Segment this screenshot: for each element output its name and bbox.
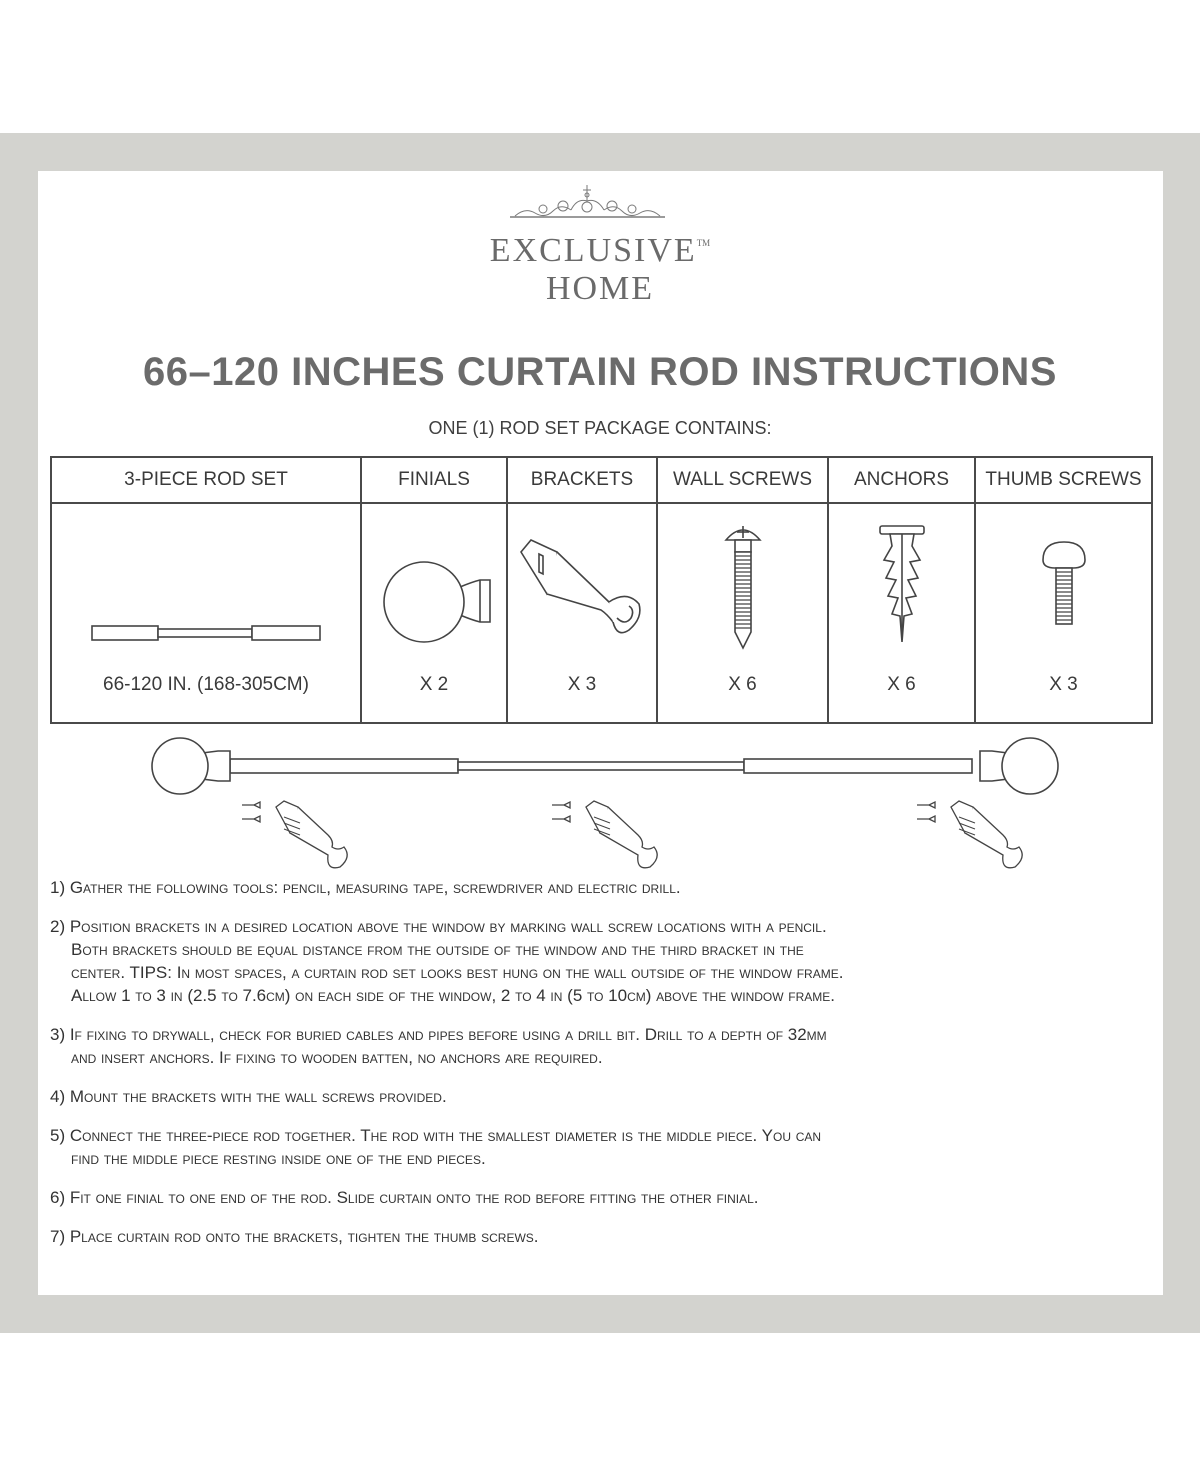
finial-left: [152, 738, 208, 794]
parts-header-cell: ANCHORS: [828, 457, 975, 503]
rod-set-quantity: 66-120 IN. (168-305CM): [103, 674, 309, 695]
assembly-diagram: [140, 735, 1070, 870]
parts-cell-rod-set: [51, 503, 361, 723]
rod-middle-piece: [458, 762, 744, 770]
parts-table: [50, 456, 1153, 724]
parts-header-row: [51, 457, 1152, 503]
package-contents-subtitle: ONE (1) ROD SET PACKAGE CONTAINS:: [428, 418, 772, 438]
bracket-icon: [517, 522, 647, 652]
bracket-assembly-right: [917, 801, 1022, 868]
brand-name-line2: HOME: [545, 270, 655, 307]
step-line: center. TIPS: In most spaces, a curtain rod set looks best hung on the wall outside of the window frame.: [71, 963, 844, 982]
instruction-step: [50, 1124, 1170, 1170]
bracket-assembly-center: [552, 801, 657, 868]
logo-ornament-icon: [505, 183, 670, 223]
instruction-step: [50, 915, 1170, 1007]
parts-header-cell: FINIALS: [361, 457, 507, 503]
page-title: 66–120 INCHES CURTAIN ROD INSTRUCTIONS: [143, 350, 1057, 394]
trademark-mark: TM: [696, 238, 711, 248]
parts-header-cell: THUMB SCREWS: [975, 457, 1152, 503]
step-line: 4) Mount the brackets with the wall screws provided.: [50, 1087, 447, 1106]
bracket-assembly-left: [242, 801, 347, 868]
rod-set-icon: [90, 522, 322, 652]
instruction-step: [50, 1225, 1170, 1248]
wall-screw-icon: [718, 522, 768, 652]
step-line: 5) Connect the three-piece rod together. The rod with the smallest diameter is the middle piece. You can: [50, 1126, 822, 1145]
step-line: find the middle piece resting inside one of the end pieces.: [71, 1149, 486, 1168]
thumb-screws-quantity: X 3: [1049, 674, 1078, 695]
anchors-quantity: X 6: [887, 674, 916, 695]
parts-header-cell: 3-PIECE ROD SET: [51, 457, 361, 503]
step-line: 7) Place curtain rod onto the brackets, tighten the thumb screws.: [50, 1227, 539, 1246]
step-line: 6) Fit one finial to one end of the rod. Slide curtain onto the rod before fitting the other finial.: [50, 1188, 759, 1207]
instruction-steps: [50, 876, 1170, 1264]
step-line: 3) If fixing to drywall, check for buried cables and pipes before using a drill bit. Drill to a depth of 32mm: [50, 1025, 827, 1044]
wall-screws-quantity: X 6: [728, 674, 757, 695]
parts-cell-anchors: [828, 503, 975, 723]
parts-header-cell: WALL SCREWS: [657, 457, 828, 503]
step-line: 2) Position brackets in a desired location above the window by marking wall screw locations with a pencil.: [50, 917, 827, 936]
finial-icon: [372, 522, 496, 652]
instruction-step: [50, 876, 1170, 899]
finials-quantity: X 2: [419, 674, 449, 695]
step-line: 1) Gather the following tools: pencil, measuring tape, screwdriver and electric drill.: [50, 878, 681, 897]
rod-end-piece-left: [230, 759, 458, 773]
parts-header-cell: BRACKETS: [507, 457, 657, 503]
parts-cell-brackets: [507, 503, 657, 723]
anchor-icon: [872, 522, 932, 652]
instruction-step: [50, 1186, 1170, 1209]
parts-cell-wall-screws: [657, 503, 828, 723]
step-line: Allow 1 to 3 in (2.5 to 7.6cm) on each side of the window, 2 to 4 in (5 to 10cm) above the window frame.: [71, 986, 836, 1005]
parts-body-row: [51, 503, 1152, 723]
brand-name-line1: EXCLUSIVE™: [489, 232, 711, 269]
finial-right: [1002, 738, 1058, 794]
brackets-quantity: X 3: [567, 674, 597, 695]
step-line: Both brackets should be equal distance from the outside of the window and the third bracket in the: [71, 940, 804, 959]
thumb-screw-icon: [1039, 522, 1089, 652]
parts-cell-thumb-screws: [975, 503, 1152, 723]
step-line: and insert anchors. If fixing to wooden batten, no anchors are required.: [71, 1048, 603, 1067]
instruction-step: [50, 1085, 1170, 1108]
instruction-step: [50, 1023, 1170, 1069]
parts-cell-finials: [361, 503, 507, 723]
rod-end-piece-right: [744, 759, 972, 773]
